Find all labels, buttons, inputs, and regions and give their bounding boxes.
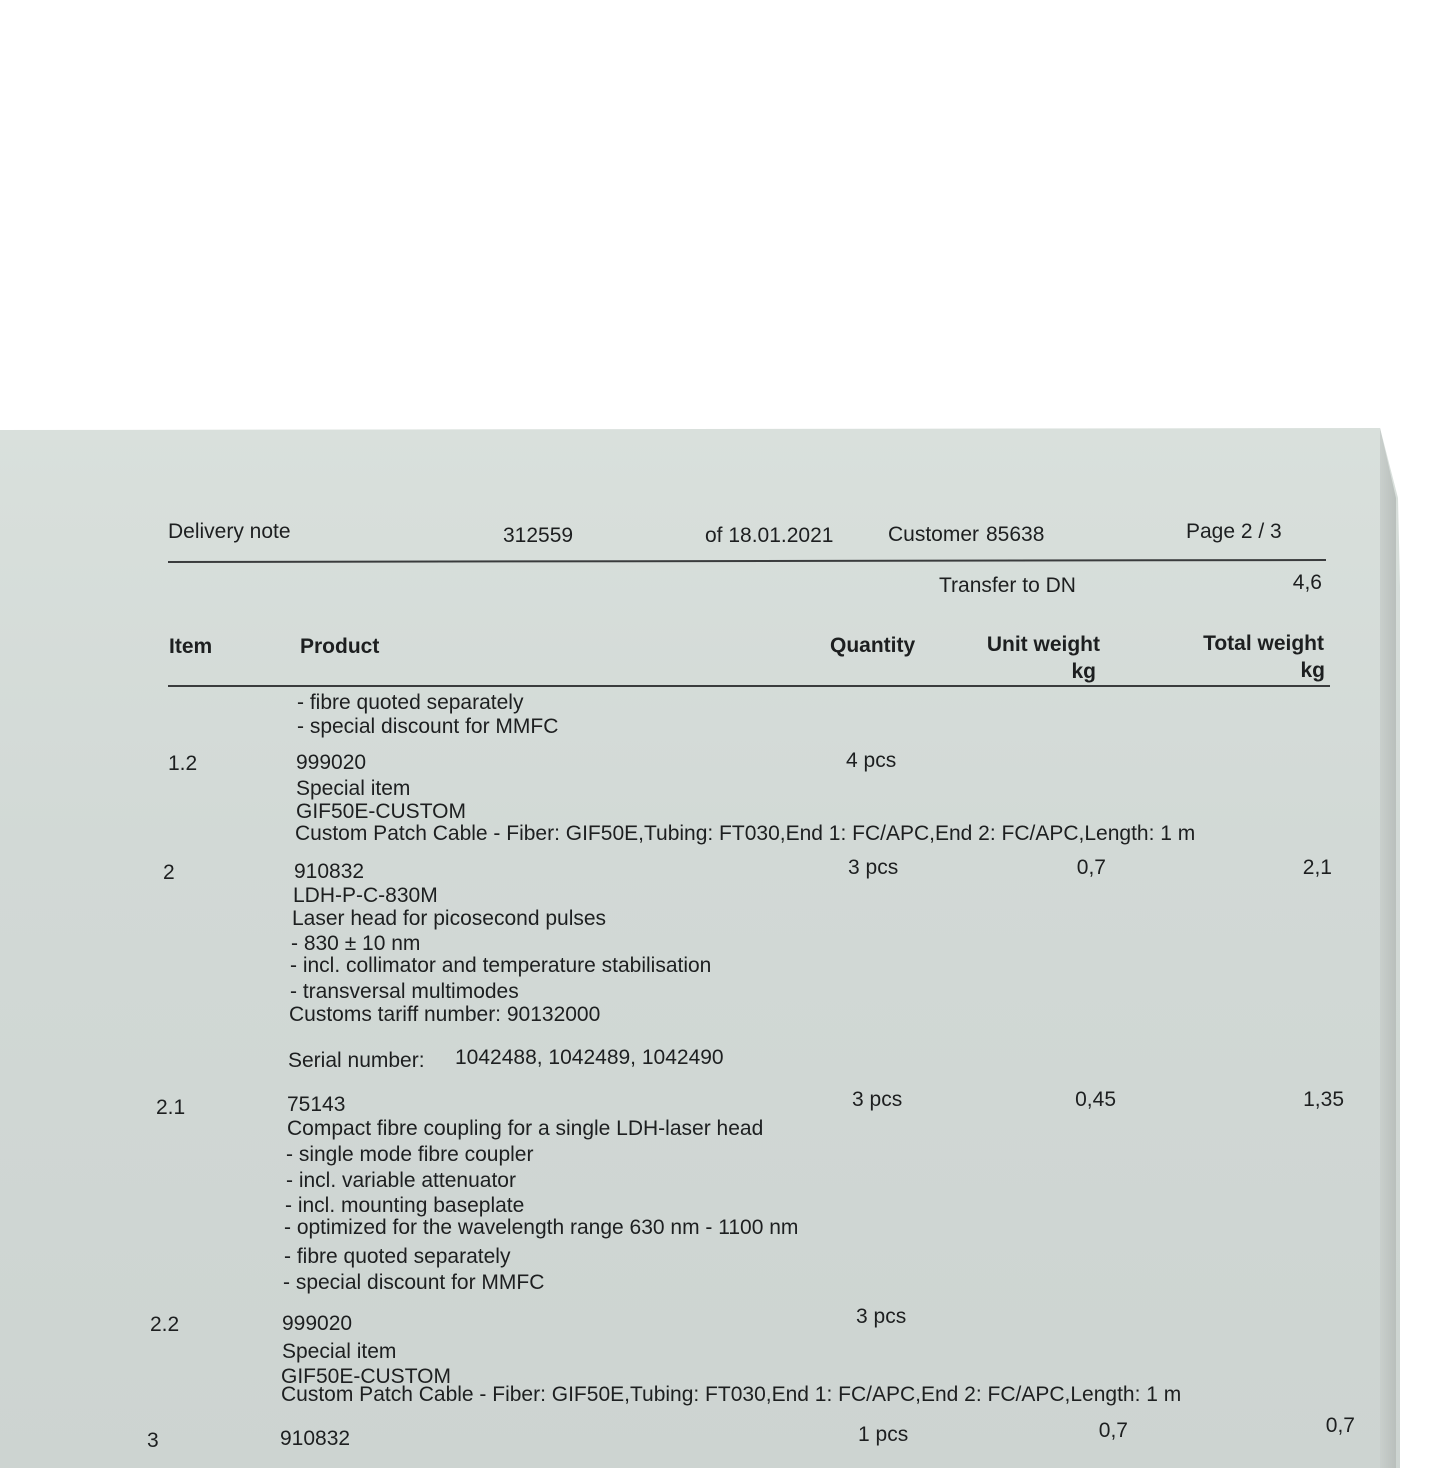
row-item-number: 2.2 bbox=[150, 1313, 180, 1336]
customer-number: 85638 bbox=[986, 523, 1045, 546]
row-product-line: - incl. collimator and temperature stabilisation bbox=[290, 954, 712, 977]
column-header-total-weight-unit: kg bbox=[1300, 659, 1325, 682]
row-product-line: 999020 bbox=[296, 751, 367, 774]
row-quantity: 3 pcs bbox=[852, 1088, 903, 1111]
column-header-quantity: Quantity bbox=[830, 634, 916, 657]
row-product-line: - 830 ± 10 nm bbox=[291, 932, 421, 955]
row-product-line: Compact fibre coupling for a single LDH-laser head bbox=[287, 1117, 764, 1140]
row-product-line: - incl. mounting baseplate bbox=[285, 1194, 525, 1217]
row-quantity: 1 pcs bbox=[858, 1423, 909, 1446]
row-product-line: LDH-P-C-830M bbox=[293, 884, 438, 907]
row-item-number: 2 bbox=[163, 861, 175, 884]
row-item-number: 3 bbox=[147, 1429, 159, 1452]
row-product-line: - single mode fibre coupler bbox=[286, 1143, 534, 1166]
customer-label: Customer bbox=[888, 523, 980, 546]
continued-line: - fibre quoted separately bbox=[297, 691, 524, 714]
column-header-unit-weight: Unit weight bbox=[986, 633, 1100, 656]
transfer-value: 4,6 bbox=[1292, 571, 1322, 594]
row-product-line: 999020 bbox=[282, 1312, 353, 1335]
doc-type: Delivery note bbox=[168, 520, 291, 543]
row-total-weight: 2,1 bbox=[1302, 856, 1332, 879]
row-product-line: - incl. variable attenuator bbox=[286, 1169, 516, 1192]
row-total-weight: 1,35 bbox=[1303, 1088, 1344, 1111]
paper-edge bbox=[1380, 428, 1396, 1468]
column-header-item: Item bbox=[169, 635, 213, 658]
row-item-number: 2.1 bbox=[156, 1096, 186, 1119]
row-total-weight: 0,7 bbox=[1325, 1414, 1355, 1437]
row-product-line: GIF50E-CUSTOM bbox=[296, 800, 466, 823]
row-product-line: 910832 bbox=[280, 1427, 351, 1450]
row-product-line: Special item bbox=[296, 777, 411, 800]
page-indicator: Page 2 / 3 bbox=[1186, 520, 1282, 543]
row-unit-weight: 0,7 bbox=[1098, 1419, 1128, 1442]
transfer-label: Transfer to DN bbox=[939, 574, 1076, 597]
row-product-line: Custom Patch Cable - Fiber: GIF50E,Tubing: FT030,End 1: FC/APC,End 2: FC/APC,Length: 1 m bbox=[281, 1383, 1182, 1406]
row-product-line: - fibre quoted separately bbox=[284, 1245, 511, 1268]
column-header-total-weight: Total weight bbox=[1203, 632, 1324, 655]
row-product-line: - optimized for the wavelength range 630 nm - 1100 nm bbox=[284, 1216, 799, 1239]
row-item-number: 1.2 bbox=[168, 752, 198, 775]
row-quantity: 3 pcs bbox=[856, 1305, 907, 1328]
continued-line: - special discount for MMFC bbox=[297, 715, 559, 738]
row-product-line: Special item bbox=[282, 1340, 397, 1363]
row-product-line: 75143 bbox=[287, 1093, 346, 1116]
row-product-line: GIF50E-CUSTOM bbox=[281, 1365, 451, 1388]
row-product-line: 910832 bbox=[294, 860, 365, 883]
doc-number: 312559 bbox=[503, 524, 574, 547]
doc-date: of 18.01.2021 bbox=[705, 524, 834, 547]
row-quantity: 4 pcs bbox=[846, 749, 897, 772]
row-unit-weight: 0,7 bbox=[1076, 856, 1106, 879]
row-product-line: Custom Patch Cable - Fiber: GIF50E,Tubing: FT030,End 1: FC/APC,End 2: FC/APC,Length: 1 m bbox=[295, 822, 1196, 845]
serial-number-value: 1042488, 1042489, 1042490 bbox=[455, 1046, 724, 1069]
row-product-line: Customs tariff number: 90132000 bbox=[289, 1003, 601, 1026]
paper-sheet bbox=[0, 428, 1400, 1468]
row-product-line: - transversal multimodes bbox=[290, 980, 519, 1003]
row-quantity: 3 pcs bbox=[848, 856, 899, 879]
column-header-rule bbox=[168, 685, 1330, 687]
column-header-unit-weight-unit: kg bbox=[1071, 660, 1096, 683]
column-header-product: Product bbox=[300, 635, 380, 658]
serial-number-label: Serial number: bbox=[288, 1049, 425, 1072]
row-product-line: Laser head for picosecond pulses bbox=[292, 907, 607, 930]
row-unit-weight: 0,45 bbox=[1075, 1088, 1116, 1111]
row-product-line: - special discount for MMFC bbox=[283, 1271, 545, 1294]
